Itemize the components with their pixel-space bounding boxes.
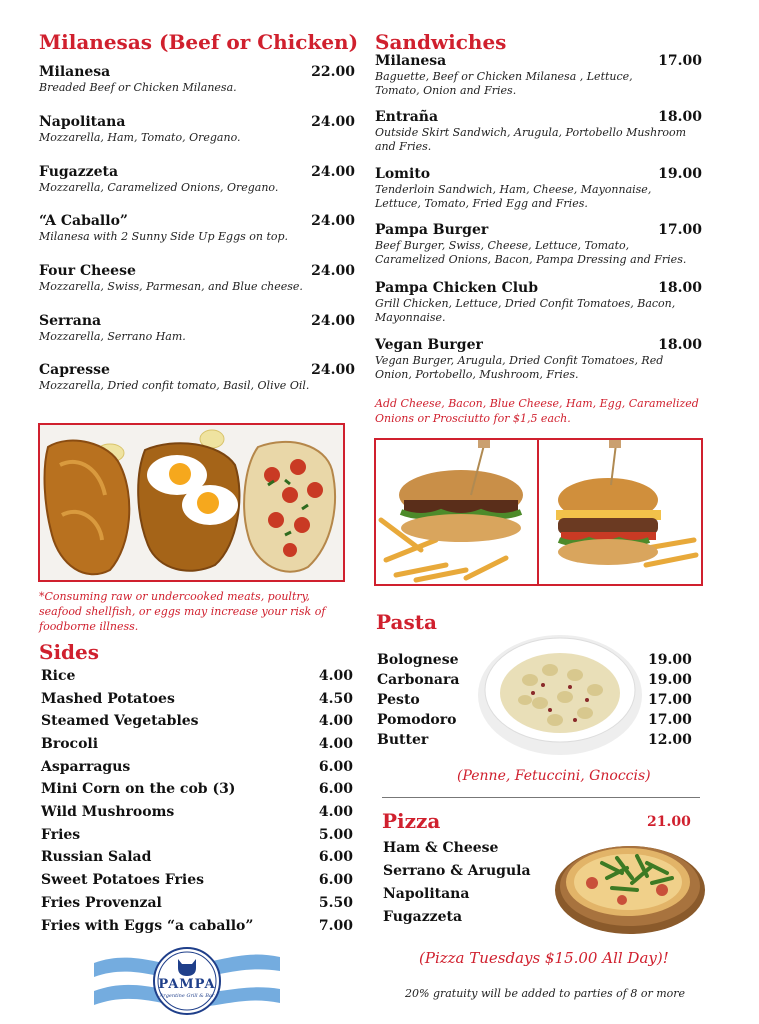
item-price: 6.00	[318, 759, 353, 775]
item-name: Sweet Potatoes Fries	[41, 872, 204, 888]
list-item	[39, 64, 355, 95]
list-item	[41, 893, 353, 913]
item-price: 6.00	[318, 781, 353, 797]
list-item: Napolitana	[383, 886, 470, 902]
item-name: Pomodoro	[377, 712, 457, 728]
item-name: Steamed Vegetables	[41, 713, 199, 729]
item-name: Napolitana	[39, 114, 126, 130]
item-price: 4.00	[318, 668, 353, 684]
item-name: Milanesa	[39, 64, 111, 80]
item-desc: Mozzarella, Dried confit tomato, Basil, Olive Oil.	[39, 379, 310, 392]
list-item	[41, 802, 353, 822]
item-price: 24.00	[311, 263, 355, 279]
list-item	[41, 916, 353, 936]
pizza-price: 21.00	[647, 814, 691, 830]
item-name: Pampa Burger	[375, 222, 489, 238]
list-item: Fugazzeta	[383, 909, 463, 925]
item-name: Carbonara	[377, 672, 460, 688]
item-name: Mashed Potatoes	[41, 691, 175, 707]
item-price: 19.00	[648, 652, 692, 668]
item-desc: Tenderloin Sandwich, Ham, Cheese, Mayonnaise, Lettuce, Tomato, Fried Egg and Fries.	[375, 183, 652, 210]
list-item	[41, 870, 353, 890]
item-price: 17.00	[658, 222, 702, 238]
sandwich-addon-note: Add Cheese, Bacon, Blue Cheese, Ham, Egg, Caramelized Onions or Prosciutto for $1,5 each.	[375, 397, 699, 425]
list-item	[375, 222, 702, 267]
item-name: Rice	[41, 668, 76, 684]
sides-title: Sides	[39, 640, 100, 664]
item-price: 17.00	[648, 692, 692, 708]
item-desc: Mozzarella, Ham, Tomato, Oregano.	[39, 131, 241, 144]
list-item	[375, 166, 702, 211]
item-name: Lomito	[375, 166, 431, 182]
pasta-title: Pasta	[376, 610, 437, 634]
list-item	[39, 263, 355, 294]
item-desc: Mozzarella, Caramelized Onions, Oregano.	[39, 181, 279, 194]
item-price: 24.00	[311, 114, 355, 130]
item-name: Capresse	[39, 362, 110, 378]
item-price: 4.00	[318, 736, 353, 752]
item-name: Vegan Burger	[375, 337, 483, 353]
item-price: 18.00	[658, 109, 702, 125]
item-price: 24.00	[311, 313, 355, 329]
item-price: 18.00	[658, 280, 702, 296]
item-desc: Mozzarella, Serrano Ham.	[39, 330, 186, 343]
logo-name: PAMPA	[158, 977, 216, 992]
item-name: Russian Salad	[41, 849, 152, 865]
list-item	[375, 53, 702, 98]
item-name: Fries	[41, 827, 81, 843]
milanesas-image	[40, 425, 343, 580]
item-name: Four Cheese	[39, 263, 136, 279]
item-name: Entraña	[375, 109, 439, 125]
item-name: Fries Provenzal	[41, 895, 162, 911]
list-item	[39, 313, 355, 344]
item-price: 4.50	[318, 691, 353, 707]
item-price: 12.00	[648, 732, 692, 748]
item-price: 6.00	[318, 849, 353, 865]
pampa-logo	[92, 945, 282, 1017]
item-price: 4.00	[318, 713, 353, 729]
sandwiches-photo	[374, 438, 703, 586]
item-name: Brocoli	[41, 736, 99, 752]
pizza-image	[552, 828, 707, 936]
list-item	[39, 164, 355, 195]
item-desc: Outside Skirt Sandwich, Arugula, Portobello Mushroom and Fries.	[375, 126, 687, 153]
item-name: Pampa Chicken Club	[375, 280, 539, 296]
gratuity-note: 20% gratuity will be added to parties of 8 or more	[405, 987, 686, 1000]
sandwiches-title: Sandwiches	[375, 30, 507, 54]
pizza-promo: (Pizza Tuesdays $15.00 All Day)!	[419, 949, 669, 967]
logo-tagline: Argentine Grill & Bar	[159, 993, 215, 999]
item-price: 24.00	[311, 164, 355, 180]
item-price: 5.00	[318, 827, 353, 843]
item-name: Serrana	[39, 313, 102, 329]
list-item	[39, 114, 355, 145]
item-price: 6.00	[318, 872, 353, 888]
list-item: Serrano & Arugula	[383, 863, 531, 879]
list-item	[41, 825, 353, 845]
pasta-pizza-divider	[382, 797, 700, 798]
list-item	[375, 337, 702, 382]
item-desc: Beef Burger, Swiss, Cheese, Lettuce, Tomato, Caramelized Onions, Bacon, Pampa Dressing and Fries.	[375, 239, 687, 266]
list-item	[375, 109, 702, 154]
item-name: Milanesa	[375, 53, 447, 69]
pasta-bowl-image	[475, 625, 645, 760]
list-item: Ham & Cheese	[383, 840, 499, 856]
list-item	[41, 666, 353, 686]
item-name: Fugazzeta	[39, 164, 119, 180]
item-desc: Grill Chicken, Lettuce, Dried Confit Tomatoes, Bacon, Mayonnaise.	[375, 297, 676, 324]
item-name: Fries with Eggs “a caballo”	[41, 918, 254, 934]
milanesas-title: Milanesas (Beef or Chicken)	[39, 30, 359, 54]
item-price: 19.00	[648, 672, 692, 688]
item-desc: Milanesa with 2 Sunny Side Up Eggs on top.	[39, 230, 289, 243]
sandwiches-image	[376, 440, 701, 584]
item-name: Butter	[377, 732, 429, 748]
list-item	[41, 689, 353, 709]
item-price: 24.00	[311, 362, 355, 378]
pizza-title: Pizza	[382, 809, 441, 833]
list-item	[41, 711, 353, 731]
item-price: 22.00	[311, 64, 355, 80]
item-desc: Mozzarella, Swiss, Parmesan, and Blue cheese.	[39, 280, 303, 293]
list-item	[41, 757, 353, 777]
list-item	[39, 362, 355, 393]
list-item	[41, 847, 353, 867]
item-name: Wild Mushrooms	[41, 804, 175, 820]
pasta-types: (Penne, Fetuccini, Gnoccis)	[457, 768, 651, 784]
pizza-photo	[552, 828, 707, 936]
item-price: 24.00	[311, 213, 355, 229]
list-item	[375, 280, 702, 325]
pasta-photo	[475, 625, 645, 760]
item-name: “A Caballo”	[39, 213, 128, 229]
item-price: 4.00	[318, 804, 353, 820]
item-price: 18.00	[658, 337, 702, 353]
item-price: 5.50	[318, 895, 353, 911]
item-price: 17.00	[658, 53, 702, 69]
item-price: 19.00	[658, 166, 702, 182]
item-desc: Baguette, Beef or Chicken Milanesa , Lettuce, Tomato, Onion and Fries.	[375, 70, 633, 97]
list-item	[41, 779, 353, 799]
item-name: Bolognese	[377, 652, 459, 668]
list-item	[41, 734, 353, 754]
item-name: Pesto	[377, 692, 420, 708]
food-safety-warning: *Consuming raw or undercooked meats, poultry, seafood shellfish, or eggs may increase your risk of foodborne illness.	[39, 590, 326, 633]
item-name: Mini Corn on the cob (3)	[41, 781, 236, 797]
item-desc: Vegan Burger, Arugula, Dried Confit Tomatoes, Red Onion, Portobello, Mushroom, Fries.	[375, 354, 664, 381]
item-price: 17.00	[648, 712, 692, 728]
list-item	[39, 213, 355, 244]
milanesas-photo	[38, 423, 345, 582]
item-name: Asparragus	[41, 759, 131, 775]
item-price: 7.00	[318, 918, 353, 934]
item-desc: Breaded Beef or Chicken Milanesa.	[39, 81, 237, 94]
